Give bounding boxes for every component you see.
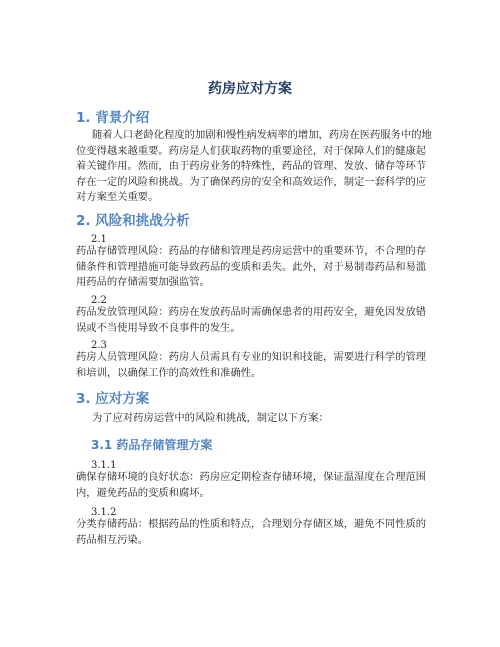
section-heading-background: 1. 背景介绍 bbox=[76, 110, 150, 126]
plan-intro-paragraph: 为了应对药房运营中的风险和挑战，制定以下方案： bbox=[92, 412, 329, 424]
section-heading-risks: 2. 风险和挑战分析 bbox=[76, 213, 190, 229]
item-number: 2.2 bbox=[91, 295, 107, 306]
plan-paragraph-environment: 确保存储环境的良好状态：药房应定期检查存储环境，保证温湿度在合理范围内，避免药品的变质和腐坏。 bbox=[76, 471, 427, 499]
background-paragraph: 随着人口老龄化程度的加剧和慢性病发病率的增加，药房在医药服务中的地位变得越来越重要。药房是人们获取药物的重要途径，对于保障人们的健康起着关键作用。然而，由于药房业务的特殊性，药品的管理、发放、储存等环节存在一定的风险和挑战。为了确保药房的安全和高效运作，制定一套科学的应对方案至关重要。 bbox=[76, 129, 432, 203]
item-number: 2.1 bbox=[91, 234, 107, 245]
document-title: 药房应对方案 bbox=[208, 81, 292, 97]
risk-paragraph-staff: 药房人员管理风险：药房人员需具有专业的知识和技能，需要进行科学的管理和培训，以确保工作的高效性和准确性。 bbox=[76, 351, 427, 379]
item-number: 3.1.1 bbox=[91, 460, 117, 471]
subsection-heading-storage: 3.1 药品存储管理方案 bbox=[91, 438, 213, 452]
risk-paragraph-storage: 药品存储管理风险：药品的存储和管理是药房运营中的重要环节，不合理的存储条件和管理措施可能导致药品的变质和丢失。此外，对于易制毒药品和易滥用药品的存储需要加强监管。 bbox=[76, 245, 427, 288]
item-number: 3.1.2 bbox=[91, 507, 117, 518]
risk-paragraph-dispensing: 药品发放管理风险：药房在发放药品时需确保患者的用药安全，避免因发放错误或不当使用导致不良事件的发生。 bbox=[76, 306, 427, 334]
plan-paragraph-classification: 分类存储药品：根据药品的性质和特点，合理划分存储区域，避免不同性质的药品相互污染。 bbox=[76, 518, 427, 546]
item-number: 2.3 bbox=[91, 340, 107, 351]
section-heading-plan: 3. 应对方案 bbox=[76, 391, 150, 407]
